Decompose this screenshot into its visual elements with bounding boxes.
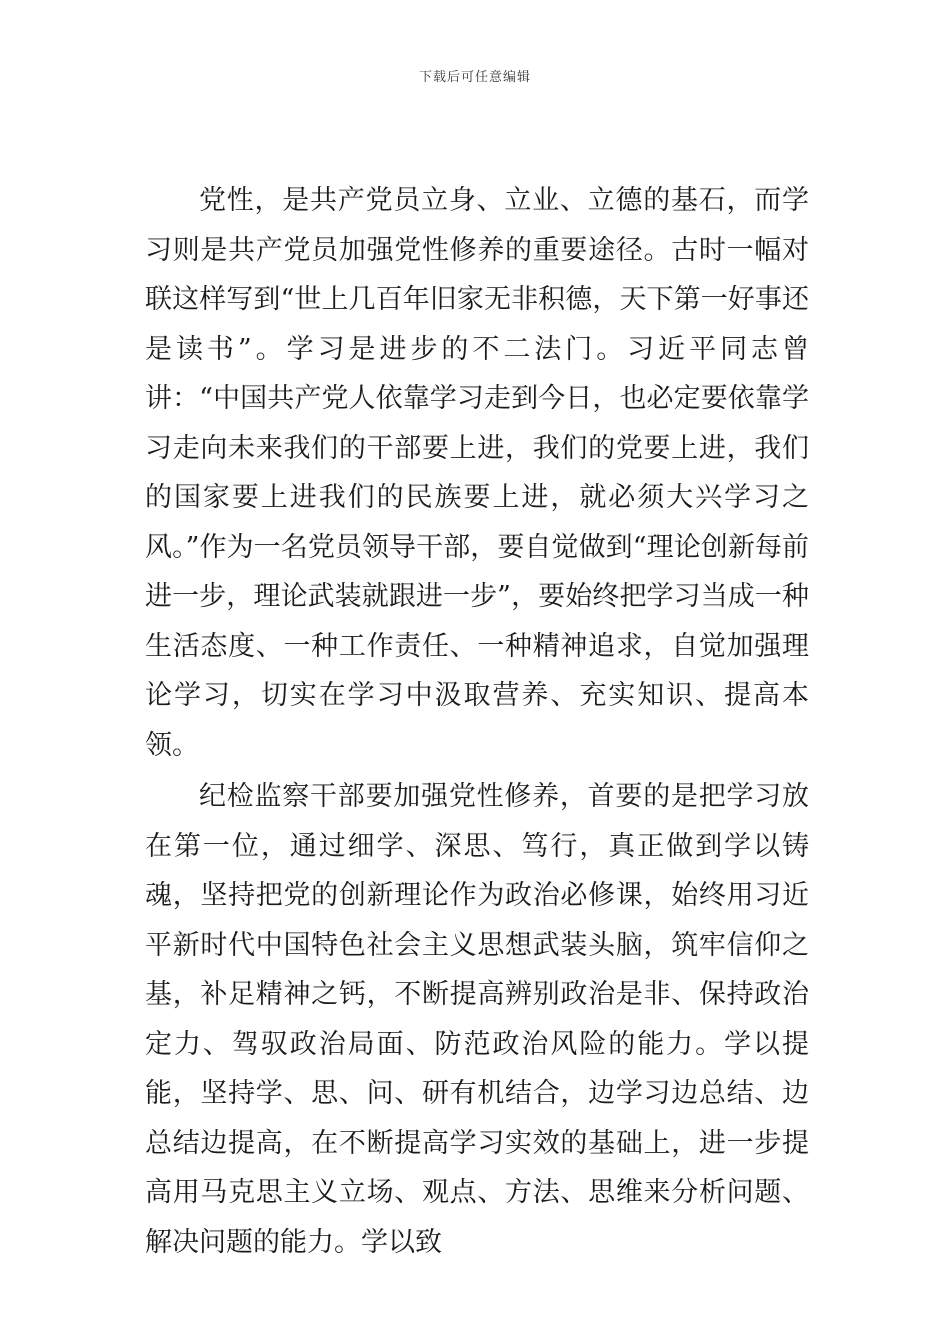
body-paragraph-2: 纪检监察干部要加强党性修养，首要的是把学习放在第一位，通过细学、深思、笃行，真正做到学以铸魂，坚持把党的创新理论作为政治必修课，始终用习近平新时代中国特色社会主义思想武装头脑，筑牢信仰之基，补足精神之钙，不断提高辨别政治是非、保持政治定力、驾驭政治局面、防范政治风险的能力。学以提能，坚持学、思、问、研有机结合，边学习边总结、边总结边提高，在不断提高学习实效的基础上，进一步提高用马克思主义立场、观点、方法、思维来分析问题、解决问题的能力。学以致	[145, 781, 809, 1258]
body-paragraph-1: 党性，是共产党员立身、立业、立德的基石，而学习则是共产党员加强党性修养的重要途径。古时一幅对联这样写到“世上几百年旧家无非积德，天下第一好事还是读书”。学习是进步的不二法门。习近平同志曾讲：“中国共产党人依靠学习走到今日，也必定要依靠学习走向未来我们的干部要上进，我们的党要上进，我们的国家要上进我们的民族要上进，就必须大兴学习之风。”作为一名党员领导干部，要自觉做到“理论创新每前进一步，理论武装就跟进一步”，要始终把学习当成一种生活态度、一种工作责任、一种精神追求，自觉加强理论学习，切实在学习中汲取营养、充实知识、提高本领。	[145, 185, 809, 761]
header-note: 下载后可任意编辑	[418, 70, 531, 85]
